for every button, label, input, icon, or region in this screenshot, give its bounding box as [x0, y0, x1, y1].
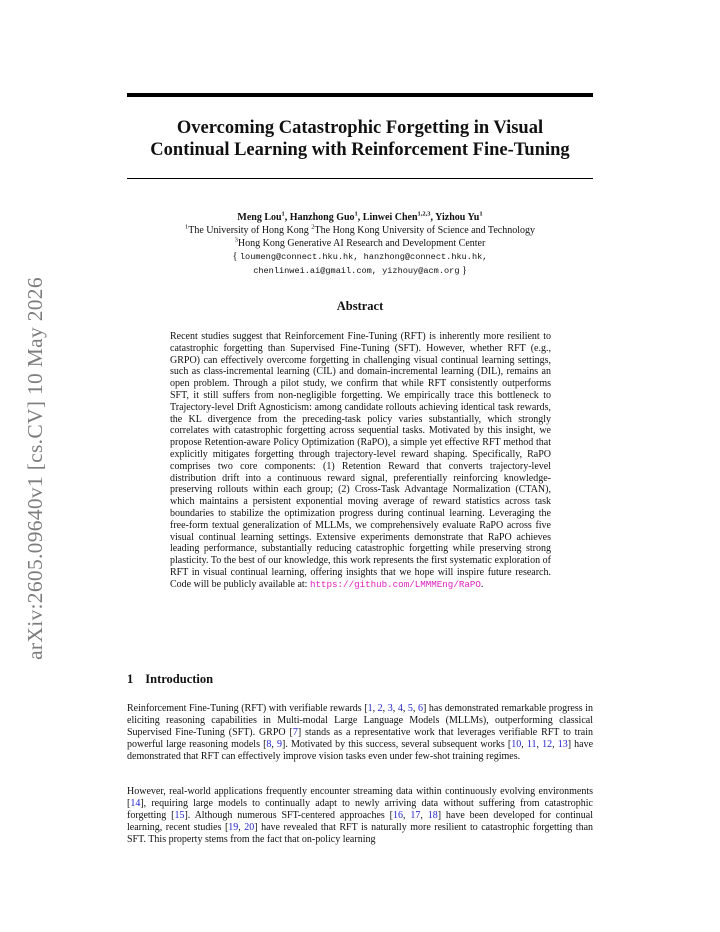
section-number: 1 [127, 672, 134, 686]
affiliation-line-1 [110, 224, 610, 237]
affiliation-hkust: The Hong Kong University of Science and Technology [314, 225, 535, 236]
author-name: Hanzhong Guo [289, 212, 355, 223]
affil-sup: 2 [311, 223, 315, 231]
email-list-1: loumeng@connect.hku.hk, hanzhong@connect.hku.hk, [239, 252, 488, 262]
citation-link[interactable]: 2 [377, 703, 383, 714]
paragraph-text: Reinforcement Fine-Tuning (RFT) with verifiable rewards [ [127, 703, 368, 714]
title-top-rule [127, 93, 593, 97]
citation-link[interactable]: 10 [511, 738, 522, 750]
citation-link[interactable]: 15 [174, 809, 185, 821]
citation-link[interactable]: 13 [557, 738, 568, 750]
email-list-2: chenlinwei.ai@gmail.com, yizhouy@acm.org [253, 266, 460, 276]
citation-link[interactable]: 3 [387, 703, 393, 714]
citation-link[interactable]: 16 [393, 809, 403, 821]
title-bottom-rule [127, 178, 593, 179]
citation-link[interactable]: 14 [130, 797, 141, 809]
citation-link[interactable]: 11 [526, 738, 537, 750]
author-names: Meng Lou$^1$, Hanzhong Guo$^1$, Linwei Chen$^{1,2,3}$, Yizhou Yu$^1$ [237, 210, 483, 223]
author-name: Linwei Chen [362, 212, 418, 223]
intro-paragraph-1: Reinforcement Fine-Tuning (RFT) with verifiable rewards [1, 2, 3, 4, 5, 6] has demonstrated remarkable progress in eliciting reasoning capabilities in Multi-modal Large Language Models (MLLMs), outperforming classical Supervised Fine-Tuning (SFT). GRPO [7] stands as a representative work that leverages verifiable RFT to train powerful large reasoning models [8, 9]. Motivated by this success, several subsequent works [10, 11, 12, 13] have demonstrated that RFT can effectively improve vision tasks even under few-shot training regimes. [127, 703, 594, 762]
citation-link[interactable]: 19 [228, 821, 239, 833]
author-block [110, 211, 610, 278]
abstract-text: Recent studies suggest that Reinforcement Fine-Tuning (RFT) is inherently more resilient to catastrophic forgetting than Supervised Fine-Tuning (SFT). However, whether RFT (e.g., GRPO) can effectively overcome forgetting in challenging visual continual learning settings, such as class-incremental learning (CIL) and domain-incremental learning (DIL), remains an open problem. Through a pilot study, we confirm that while RFT consistently outperforms SFT, it still suffers from non-negligible forgetting. We empirically trace this bottleneck to Trajectory-level Drift Agnosticism: among candidate rollouts achieving identical task rewards, the KL divergence from the preceding-task policy varies substantially, which strongly correlates with catastrophic forgetting across sequential tasks. Motivated by this insight, we propose Retention-aware Policy Optimization (RaPO), a simple yet effective RFT method that explicitly mitigates forgetting through trajectory-level reward shaping. Specifically, RaPO comprises two core components: (1) Retention Reward that converts trajectory-level distribution drift into a continuous reward signal, preferentially reinforcing knowledge-preserving rollouts within each group; (2) Cross-Task Advantage Normalization (CTAN), which maintains a persistent exponential moving average of reward statistics across task boundaries to stabilize the optimization progress during continual learning. Leveraging the free-form textual generalization of MLLMs, we comprehensively evaluate RaPO across five visual continual learning settings. Extensive experiments demonstrate that RaPO achieves leading performance, substantially reducing catastrophic forgetting while preserving strong plasticity. To the best of our knowledge, this work represents the first systematic exploration of RFT in visual continual learning, offering insights that we hope will inspire future research. Code will be publicly available at: [170, 331, 551, 590]
author-affil-sup: 1 [479, 210, 483, 218]
author-affil-sup: 1,2,3 [417, 210, 431, 218]
paragraph-text: ] have revealed that RFT is naturally more resilient to catastrophic forgetting than SFT. This property stems from the fact that on-policy learning [127, 821, 594, 845]
affil-sup: 1 [184, 223, 189, 231]
citation-link[interactable]: 17 [410, 809, 421, 821]
author-name: Meng Lou [237, 212, 282, 223]
citation-link[interactable]: 6 [417, 703, 423, 714]
citation-link[interactable]: 8 [266, 738, 272, 750]
paragraph-text: ] stands as a representative work that leverages verifiable RFT to train powerful large reasoning models [ [127, 726, 593, 750]
arxiv-identifier [20, 258, 50, 678]
paragraph-text: ]. Although numerous SFT-centered approaches [ [184, 809, 393, 821]
abstract-body: Recent studies suggest that Reinforcement Fine-Tuning (RFT) is inherently more resilient to catastrophic forgetting than Supervised Fine-Tuning (SFT). However, whether RFT (e.g., GRPO) can effectively overcome forgetting in challenging visual continual learning settings, such as class-incremental learning (CIL) and domain-incremental learning (DIL), remains an open problem. Through a pilot study, we confirm that while RFT consistently outperforms SFT, it still suffers from non-negligible forgetting. We empirically trace this bottleneck to Trajectory-level Drift Agnosticism: among candidate rollouts achieving identical task rewards, the KL divergence from the preceding-task policy varies substantially, which strongly correlates with catastrophic forgetting across sequential tasks. Motivated by this insight, we propose Retention-aware Policy Optimization (RaPO), a simple yet effective RFT method that explicitly mitigates forgetting through trajectory-level reward shaping. Specifically, RaPO comprises two core components: (1) Retention Reward that converts trajectory-level distribution drift into a continuous reward signal, preferentially reinforcing knowledge-preserving rollouts within each group; (2) Cross-Task Advantage Normalization (CTAN), which maintains a persistent exponential moving average of reward statistics across task boundaries to stabilize the optimization progress during continual learning. Leveraging the free-form textual generalization of MLLMs, we comprehensively evaluate RaPO across five visual continual learning settings. Extensive experiments demonstrate that RaPO achieves leading performance, substantially reducing catastrophic forgetting while preserving strong plasticity. To the best of our knowledge, this work represents the first systematic exploration of RFT in visual continual learning, offering insights that we hope will inspire future research. Code will be publicly available at: https://github.com/LMMMEng/RaPO. [170, 331, 551, 590]
affiliation-hku: The University of Hong Kong [188, 225, 312, 236]
paragraph-text: ], requiring large models to continually adapt to newly arriving data without suffering from catastrophic forgetting [ [127, 797, 593, 821]
paragraph-text: ] have demonstrated that RFT can effectively improve vision tasks even under few-shot training regimes. [127, 738, 594, 762]
citation-link[interactable]: 7 [292, 726, 298, 738]
arxiv-identifier-text: arXiv:2605.09640v1 [cs.CV] 10 May 2026 [22, 276, 47, 660]
author-affil-sup: 1 [281, 210, 285, 218]
paper-title-line-1: Overcoming Catastrophic Forgetting in Visual [176, 118, 544, 138]
author-name: Yizhou Yu [435, 212, 480, 223]
email-line-2: chenlinwei.ai@gmail.com, yizhouy@acm.org } [253, 265, 467, 276]
author-affil-sup: 1 [354, 210, 358, 218]
paragraph-text: ] has demonstrated remarkable progress in eliciting reasoning capabilities in Multi-modal Large Language Models (MLLMs), outperforming classical Supervised Fine-Tuning (SFT). GRPO [ [127, 703, 594, 738]
abstract-heading: Abstract [336, 299, 384, 313]
section-heading [127, 672, 213, 687]
affiliation-line-2 [110, 237, 610, 250]
citation-link[interactable]: 18 [427, 809, 438, 821]
paragraph-text: However, real-world applications frequently encounter streaming data within continuously evolving environments [ [127, 786, 593, 809]
code-url-link[interactable]: https://github.com/LMMMEng/RaPO [309, 578, 481, 590]
paragraph-text: ] have been developed for continual learning, recent studies [ [127, 809, 594, 833]
citation-link[interactable]: 20 [244, 821, 255, 833]
paper-title [127, 117, 593, 161]
email-line-1: { loumeng@connect.hku.hk, hanzhong@connect.hku.hk, [232, 251, 488, 262]
affil-sup: 3 [234, 236, 238, 244]
citation-link[interactable]: 4 [397, 703, 403, 714]
paper-title-line-2: Continual Learning with Reinforcement Fine-Tuning [150, 140, 570, 160]
intro-paragraph-2: However, real-world applications frequently encounter streaming data within continuously evolving environments [14], requiring large models to continually adapt to newly arriving data without suffering from catastrophic forgetting [15]. Although numerous SFT-centered approaches [16, 17, 18] have been developed for continual learning, recent studies [19, 20] have revealed that RFT is naturally more resilient to catastrophic forgetting than SFT. This property stems from the fact that on-policy learning [127, 786, 594, 845]
citation-link[interactable]: 1 [367, 703, 373, 714]
paragraph-text: ]. Motivated by this success, several subsequent works [ [282, 738, 512, 750]
citation-link[interactable]: 9 [277, 738, 283, 750]
affiliation-hkgai: Hong Kong Generative AI Research and Development Center [237, 238, 486, 249]
section-title: Introduction [145, 672, 214, 686]
citation-link[interactable]: 12 [542, 738, 553, 750]
citation-link[interactable]: 5 [407, 703, 413, 714]
